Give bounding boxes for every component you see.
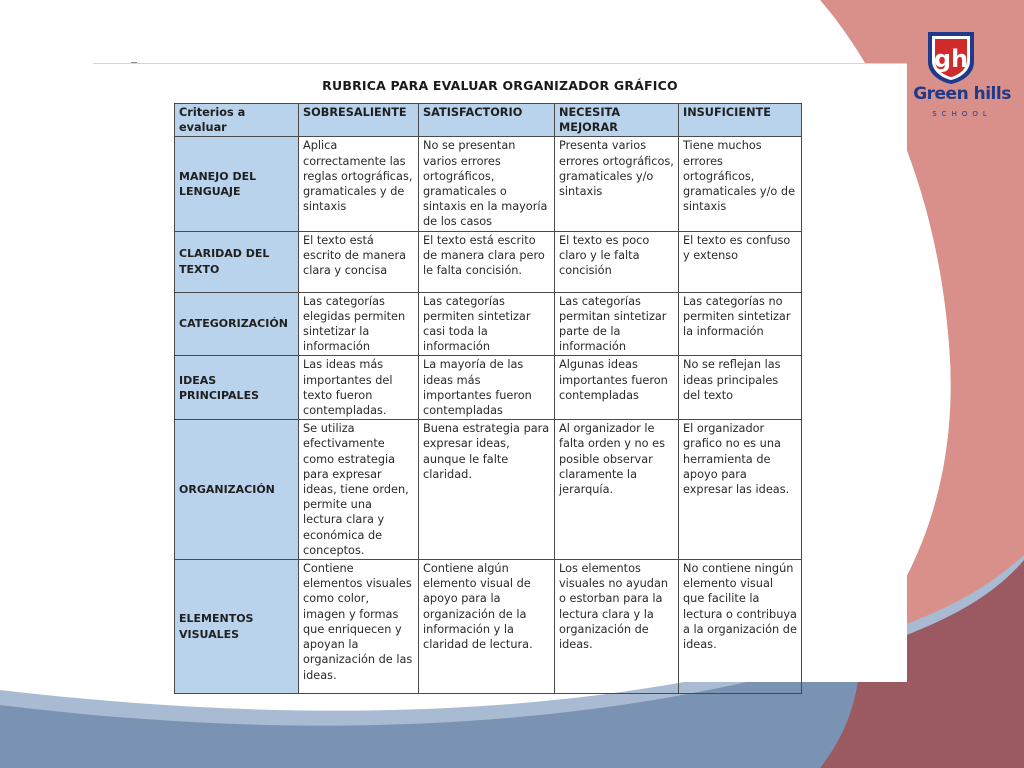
criterion-cell: MANEJO DEL LENGUAJE — [175, 137, 299, 231]
table-cell: La mayoría de las ideas más importantes fueron contempladas — [419, 356, 555, 420]
table-cell: El texto está escrito de manera clara pero le falta concisión. — [419, 231, 555, 292]
logo-name: Green hills — [913, 84, 1011, 104]
table-row — [175, 560, 802, 694]
table-cell: Se utiliza efectivamente como estrategia para expresar ideas, tiene orden, permite una lectura clara y económica de conceptos. — [299, 420, 419, 560]
table-cell: No se presentan varios errores ortográficos, gramaticales o sintaxis en la mayoría de los casos — [419, 137, 555, 231]
table-row — [175, 420, 802, 560]
logo-monogram: gh — [933, 45, 969, 73]
table-cell: Contiene elementos visuales como color, imagen y formas que enriquecen y apoyan la organización de las ideas. — [299, 560, 419, 694]
table-cell: Las categorías elegidas permiten sintetizar la información — [299, 292, 419, 356]
table-cell: Las categorías no permiten sintetizar la información — [679, 292, 802, 356]
table-row — [175, 137, 802, 231]
table-cell: El texto está escrito de manera clara y concisa — [299, 231, 419, 292]
criterion-cell: ORGANIZACIÓN — [175, 420, 299, 560]
logo-subtitle: SCHOOL — [932, 110, 992, 118]
document-top-border — [93, 63, 907, 64]
table-cell: No se reflejan las ideas principales del texto — [679, 356, 802, 420]
rubric-table — [174, 103, 802, 694]
table-row — [175, 356, 802, 420]
table-cell: Los elementos visuales no ayudan o estorban para la lectura clara y la organización de ideas. — [555, 560, 679, 694]
table-cell: Las ideas más importantes del texto fueron contempladas. — [299, 356, 419, 420]
logo-shield-icon — [922, 28, 980, 86]
table-cell: Al organizador le falta orden y no es posible observar claramente la jerarquía. — [555, 420, 679, 560]
header-cell-necesita-mejorar: NECESITA MEJORAR — [555, 104, 679, 137]
criterion-cell: CATEGORIZACIÓN — [175, 292, 299, 356]
table-cell: Tiene muchos errores ortográficos, gramaticales y/o de sintaxis — [679, 137, 802, 231]
table-cell: El texto es confuso y extenso — [679, 231, 802, 292]
table-cell: Las categorías permitan sintetizar parte de la información — [555, 292, 679, 356]
school-logo — [900, 28, 1018, 120]
table-cell: Presenta varios errores ortográficos, gramaticales y/o sintaxis — [555, 137, 679, 231]
table-cell: Aplica correctamente las reglas ortográficas, gramaticales y de sintaxis — [299, 137, 419, 231]
document-title: RUBRICA PARA EVALUAR ORGANIZADOR GRÁFICO — [322, 78, 678, 93]
table-row — [175, 292, 802, 356]
table-cell: El organizador grafico no es una herramienta de apoyo para expresar las ideas. — [679, 420, 802, 560]
criterion-cell: ELEMENTOS VISUALES — [175, 560, 299, 694]
criterion-cell: IDEAS PRINCIPALES — [175, 356, 299, 420]
table-cell: Las categorías permiten sintetizar casi toda la información — [419, 292, 555, 356]
header-cell-insuficiente: INSUFICIENTE — [679, 104, 802, 137]
table-row — [175, 231, 802, 292]
table-cell: El texto es poco claro y le falta concisión — [555, 231, 679, 292]
criterion-cell: CLARIDAD DEL TEXTO — [175, 231, 299, 292]
header-cell-satisfactorio: SATISFACTORIO — [419, 104, 555, 137]
table-header-row — [175, 104, 802, 137]
table-cell: Contiene algún elemento visual de apoyo para la organización de la información y la claridad de lectura. — [419, 560, 555, 694]
header-cell-criteria: Criterios a evaluar — [175, 104, 299, 137]
table-cell: No contiene ningún elemento visual que facilite la lectura o contribuya a la organización de ideas. — [679, 560, 802, 694]
table-cell: Buena estrategia para expresar ideas, aunque le falte claridad. — [419, 420, 555, 560]
header-cell-sobresaliente: SOBRESALIENTE — [299, 104, 419, 137]
table-cell: Algunas ideas importantes fueron contempladas — [555, 356, 679, 420]
document-image — [93, 63, 907, 682]
document-mark — [131, 59, 137, 63]
